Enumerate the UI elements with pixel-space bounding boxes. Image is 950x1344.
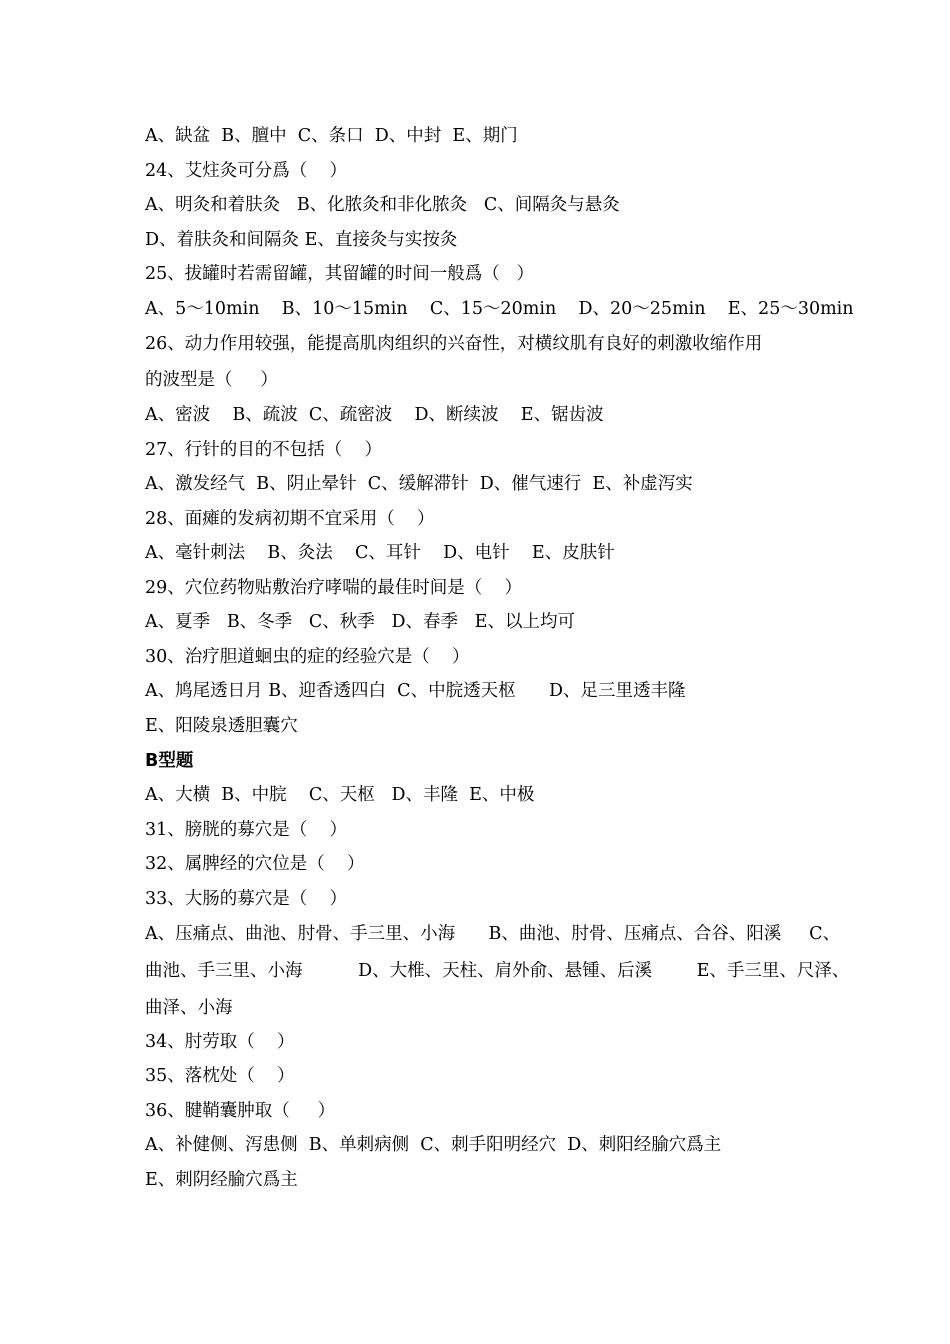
q25-question: 25、拔罐时若需留罐，其留罐的时间一般爲（ ）	[145, 264, 534, 284]
q30-options-line2: E、阳陵泉透胆囊穴	[145, 716, 298, 736]
q30-options-line1: A、鸠尾透日月 B、迎香透四白 C、中脘透天枢 D、足三里透丰隆	[145, 681, 686, 701]
q29-options: A、夏季 B、冬季 C、秋季 D、春季 E、以上均可	[145, 612, 575, 632]
q28-options: A、毫针刺法 B、灸法 C、耳针 D、电针 E、皮肤针	[145, 543, 615, 563]
q27-options: A、激发经气 B、阴止晕针 C、缓解滞针 D、催气速行 E、补虚泻实	[145, 474, 693, 494]
q30-question: 30、治疗胆道蛔虫的症的经验穴是（ ）	[145, 647, 470, 667]
q32-question: 32、属脾经的穴位是（ ）	[145, 854, 365, 874]
q29-question: 29、穴位药物贴敷治疗哮喘的最佳时间是（ ）	[145, 578, 523, 598]
q34-question: 34、肘劳取（ ）	[145, 1032, 295, 1052]
q26-options: A、密波 B、疏波 C、疏密波 D、断续波 E、锯齿波	[145, 405, 604, 425]
section-heading: B型题	[145, 751, 194, 771]
q35-question: 35、落枕处（ ）	[145, 1066, 295, 1086]
b-group2-options-line1: A、压痛点、曲池、肘骨、手三里、小海 B、曲池、肘骨、压痛点、合谷、阳溪 C、	[145, 924, 841, 944]
q33-question: 33、大肠的募穴是（ ）	[145, 889, 348, 909]
q27-question: 27、行针的目的不包括（ ）	[145, 440, 383, 460]
q24-options-line2: D、着肤灸和间隔灸 E、直接灸与实按灸	[145, 230, 458, 250]
b-group2-options-line3: 曲泽、小海	[145, 998, 233, 1018]
q23-options: A、缺盆 B、膻中 C、条口 D、中封 E、期门	[145, 126, 518, 146]
q25-options: A、5～10min B、10～15min C、15～20min D、20～25min E、25～30min	[145, 299, 854, 319]
q24-question: 24、艾炷灸可分爲（ ）	[145, 161, 348, 181]
b-group1-options: A、大横 B、中脘 C、天枢 D、丰隆 E、中极	[145, 785, 535, 805]
q26-question-line1: 26、动力作用较强，能提高肌肉组织的兴奋性，对横纹肌有良好的刺激收缩作用	[145, 334, 763, 354]
b-group2-options-line2: 曲池、手三里、小海 D、大椎、天柱、肩外俞、悬锺、后溪 E、手三里、尺泽、	[145, 961, 850, 981]
q28-question: 28、面瘫的发病初期不宜采用（ ）	[145, 509, 435, 529]
q36-question: 36、腱鞘囊肿取（ ）	[145, 1101, 336, 1121]
b-group3-options-line2: E、刺阴经腧穴爲主	[145, 1170, 298, 1190]
b-group3-options-line1: A、补健侧、泻患侧 B、单刺病侧 C、刺手阳明经穴 D、刺阳经腧穴爲主	[145, 1135, 722, 1155]
q31-question: 31、膀胱的募穴是（ ）	[145, 820, 348, 840]
q26-question-line2: 的波型是（ ）	[145, 370, 278, 390]
q24-options-line1: A、明灸和着肤灸 B、化脓灸和非化脓灸 C、间隔灸与悬灸	[145, 195, 620, 215]
